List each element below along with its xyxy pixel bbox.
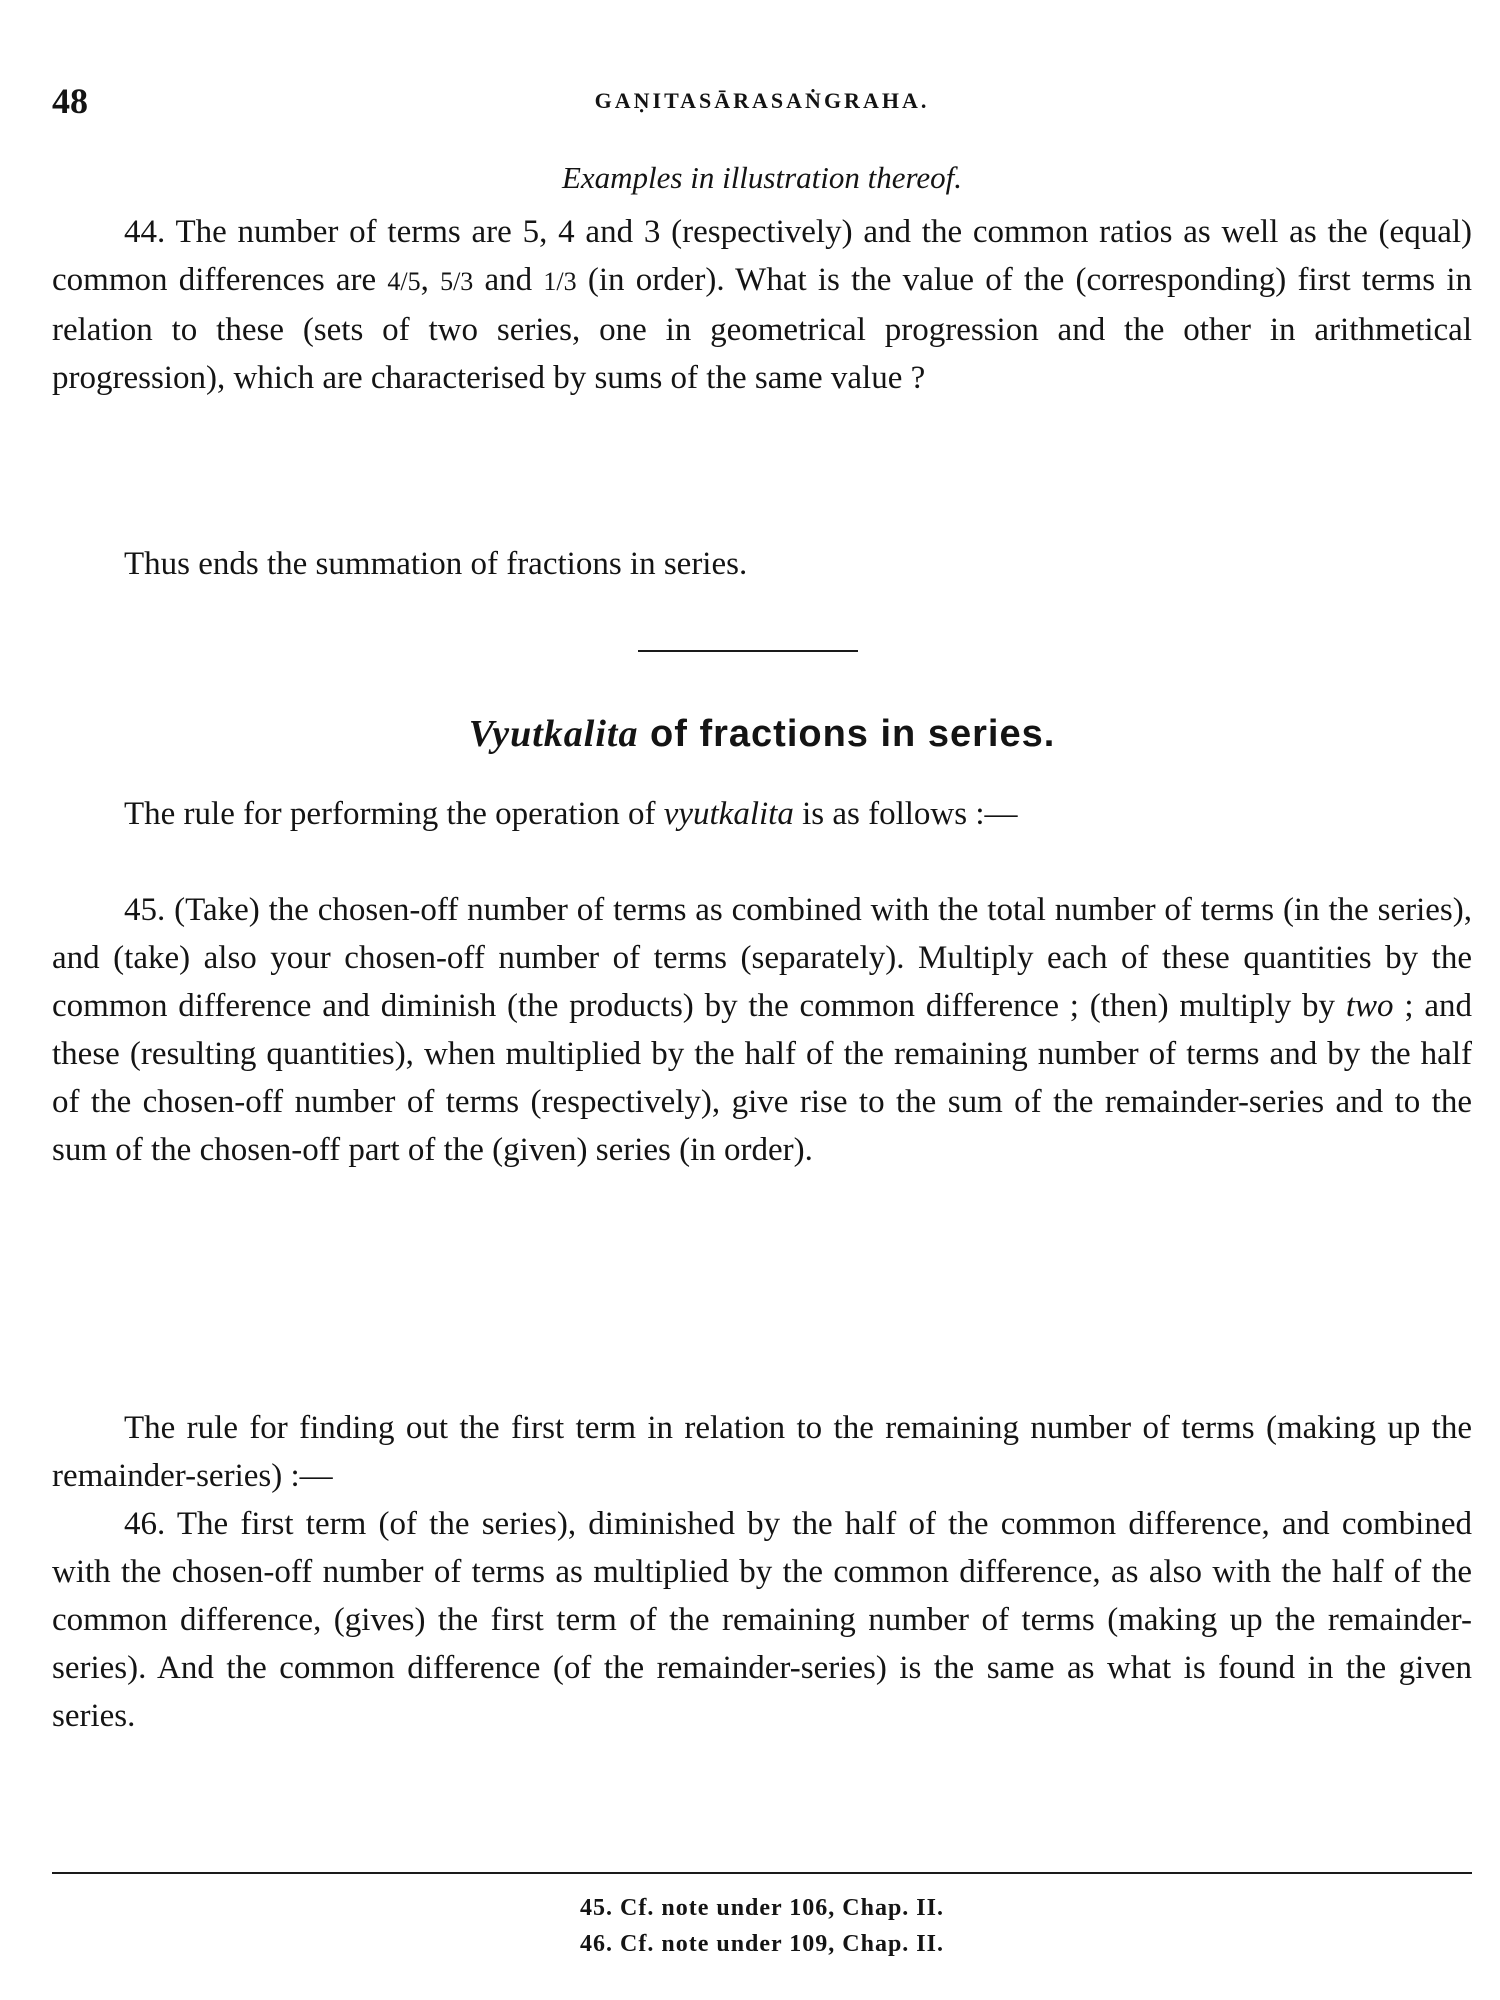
rule-45-emphasis: two [1345,988,1394,1024]
book-page [52,0,1472,2000]
example-44-part3: (in order). What is the value of the (corresponding) first terms in relation to these (sets of two series, one in geometrical progression and the other in arithmetical progression), which are characterised by sums of the same value ? [52,262,1473,396]
rule-first-term-intro: The rule for finding out the first term in relation to the remaining number of terms (making up the remainder-series) :— [52,1410,1472,1494]
running-title: GAṆITASĀRASAṄGRAHA. [594,88,930,113]
fraction-one-third: 1/3 [543,267,577,296]
section-heading [52,712,1472,756]
example-44-part2: and [473,262,544,298]
section-divider [638,650,858,652]
footnotes [52,1890,1472,1962]
examples-heading: Examples in illustration thereof. [561,160,963,195]
rule-45-after: ; and these (resulting quantities), when multiplied by the half of the remaining number of terms and by the half of the chosen-off number of terms (respectively), give rise to the sum of the remainder-series and to the sum of the chosen-off part of the (given) series (in order). [52,988,1472,1168]
rule-46: 46. The first term (of the series), diminished by the half of the common difference, and combined with the chosen-off number of terms as multiplied by the common difference, as also with the half of the common difference, (gives) the first term of the remaining number of terms (making up the remainder-series). And the common difference (of the remainder-series) is the same as what is found in the given series. [52,1506,1472,1734]
section-heading-sanskrit: Vyutkalita [468,713,639,755]
footnote-45: 45. Cf. note under 106, Chap. II. [580,1895,944,1921]
footnote-46: 46. Cf. note under 109, Chap. II. [580,1931,944,1957]
rule-intro-after: is as follows :— [793,796,1018,832]
fraction-four-fifths: 4/5 [387,267,421,296]
page-header [52,80,1472,130]
rule-intro-term: vyutkalita [663,796,794,832]
example-44 [52,208,1472,402]
footnote-divider [52,1872,1472,1874]
section-heading-rest: of fractions in series. [638,713,1056,755]
page-number: 48 [52,81,88,121]
fraction-separator: , [420,262,441,298]
example-44-part1: 44. The number of terms are 5, 4 and 3 (respectively) and the common ratios as well as the (equal) common differences are [52,214,1472,298]
summation-end-text: Thus ends the summation of fractions in series. [124,546,748,582]
rule-intro [52,790,1472,838]
fraction-five-thirds: 5/3 [440,267,474,296]
rule-intro-before: The rule for performing the operation of [124,796,664,832]
rule-45 [52,886,1472,1174]
rule-45-before: 45. (Take) the chosen-off number of terms as combined with the total number of terms (in the series), and (take) also your chosen-off number of terms (separately). Multiply each of these quantities by the common difference and diminish (the products) by the common difference ; (then) multiply by [52,892,1472,1024]
